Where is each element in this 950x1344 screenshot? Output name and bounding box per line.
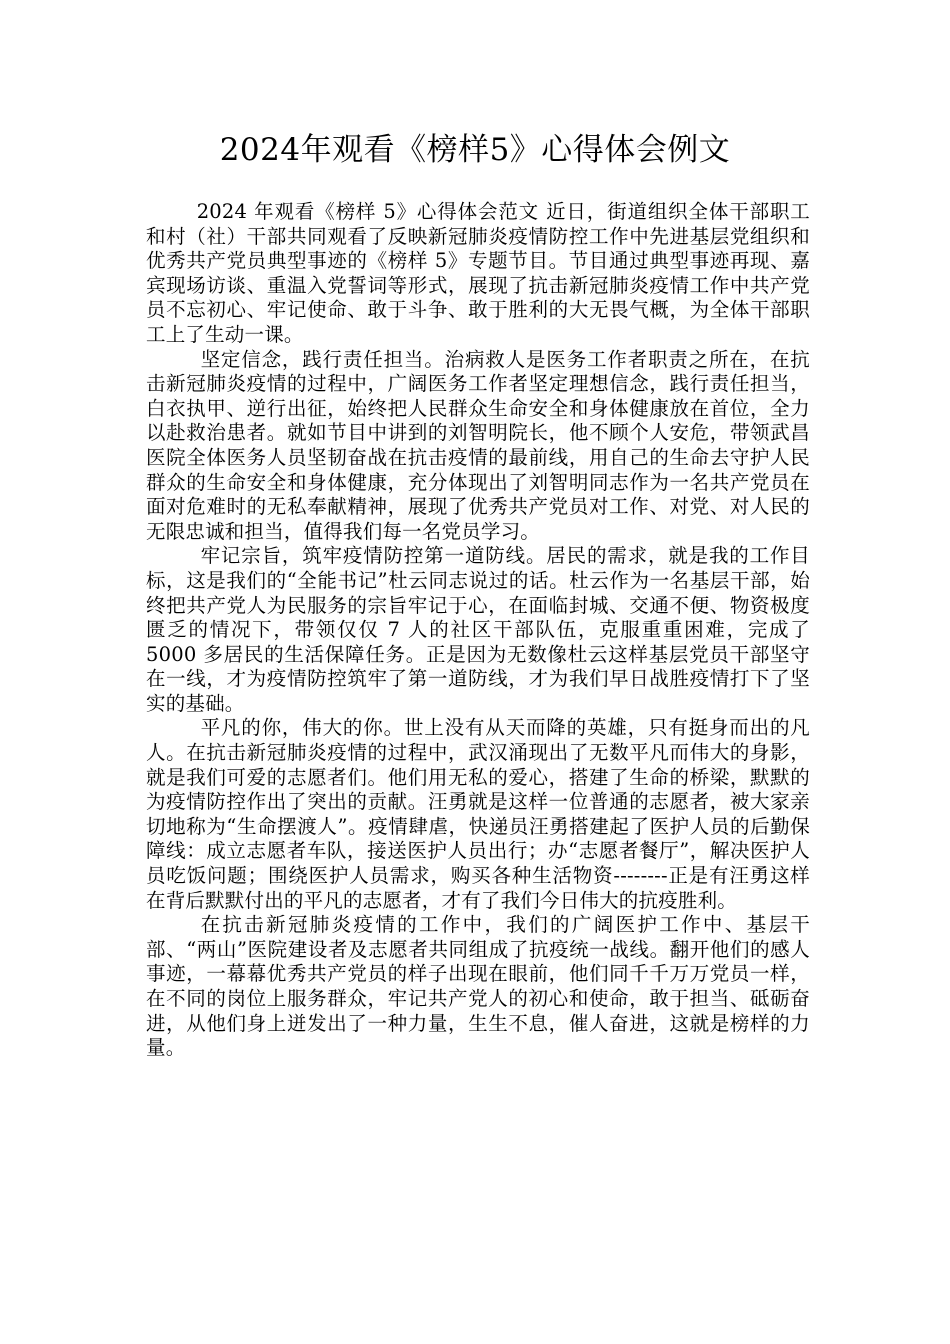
paragraph-volunteers: 平凡的你，伟大的你。世上没有从天而降的英雄，只有挺身而出的凡人。在抗击新冠肺炎疫情的过程中，武汉涌现出了无数平凡而伟大的身影，就是我们可爱的志愿者们。他们用无私的爱心，搭建了生命的桥梁，默默的为疫情防控作出了突出的贡献。汪勇就是这样一位普通的志愿者，被大家亲切地称为“生命摆渡人”。疫情肆虐，快递员汪勇搭建起了医护人员的后勤保障线：成立志愿者车队，接送医护人员出行；办“志愿者餐厅”，解决医护人员吃饭问题；围绕医护人员需求，购买各种生活物资--------正是有汪勇这样在背后默默付出的平凡的志愿者，才有了我们今日伟大的抗疫胜利。 (146, 716, 810, 912)
paragraph-conclusion: 在抗击新冠肺炎疫情的工作中，我们的广阔医护工作中、基层干部、“两山”医院建设者及志愿者共同组成了抗疫统一战线。翻开他们的感人事迹，一幕幕优秀共产党员的样子出现在眼前，他们同千千万万党员一样，在不同的岗位上服务群众，牢记共产党人的初心和使命，敢于担当、砥砺奋进，从他们身上迸发出了一种力量，生生不息，催人奋进，这就是榜样的力量。 (146, 913, 810, 1060)
document-body (146, 200, 810, 1061)
paragraph-purpose: 牢记宗旨，筑牢疫情防控第一道防线。居民的需求，就是我的工作目标，这是我们的“全能书记”杜云同志说过的话。杜云作为一名基层干部，始终把共产党人为民服务的宗旨牢记于心，在面临封城、交通不便、物资极度匮乏的情况下，带领仅仅 7 人的社区干部队伍，克服重重困难，完成了 5000 多居民的生活保障任务。正是因为无数像杜云这样基层党员干部坚守在一线，才为疫情防控筑牢了第一道防线，才为我们早日战胜疫情打下了坚实的基础。 (146, 544, 810, 715)
paragraph-faith: 坚定信念，践行责任担当。治病救人是医务工作者职责之所在，在抗击新冠肺炎疫情的过程中，广阔医务工作者坚定理想信念，践行责任担当，白衣执甲、逆行出征，始终把人民群众生命安全和身体健康放在首位，全力以赴救治患者。就如节目中讲到的刘智明院长，他不顾个人安危，带领武昌医院全体医务人员坚韧奋战在抗击疫情的最前线，用自己的生命去守护人民群众的生命安全和身体健康，充分体现出了刘智明同志作为一名共产党员在面对危难时的无私奉献精神，展现了优秀共产党员对工作、对党、对人民的无限忠诚和担当，值得我们每一名党员学习。 (146, 347, 810, 543)
paragraph-intro: 2024 年观看《榜样 5》心得体会范文 近日，街道组织全体干部职工和村（社）干部共同观看了反映新冠肺炎疫情防控工作中先进基层党组织和优秀共产党员典型事迹的《榜样 5》专题节目。节目通过典型事迹再现、嘉宾现场访谈、重温入党誓词等形式，展现了抗击新冠肺炎疫情工作中共产党员不忘初心、牢记使命、敢于斗争、敢于胜利的大无畏气概，为全体干部职工上了生动一课。 (146, 200, 810, 346)
document-title: 2024年观看《榜样5》心得体会例文 (219, 132, 731, 168)
